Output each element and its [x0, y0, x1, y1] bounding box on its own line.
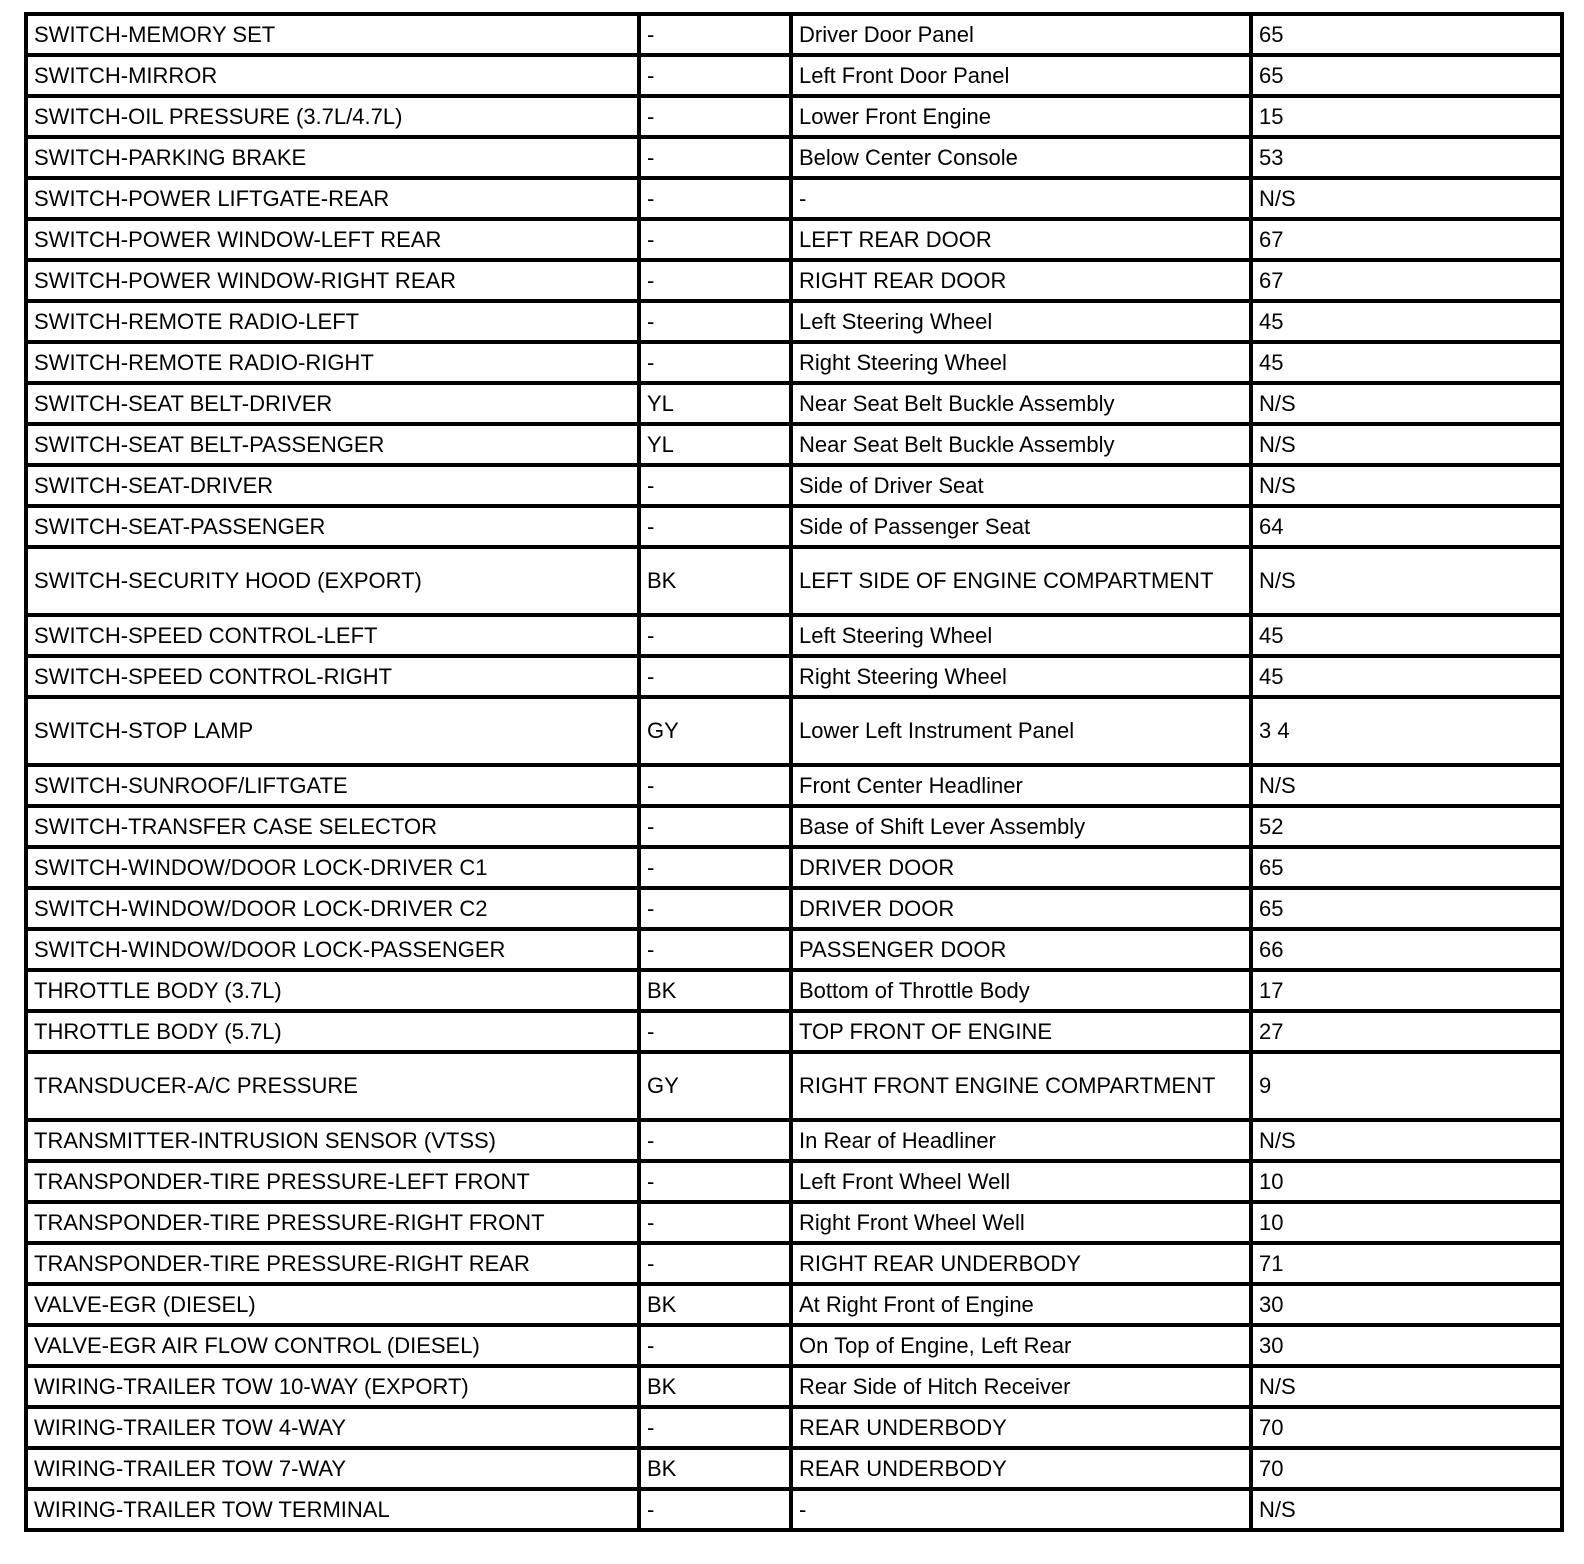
table-row: [26, 615, 1562, 656]
location-cell: On Top of Engine, Left Rear: [791, 1325, 1251, 1366]
location-cell: Below Center Console: [791, 137, 1251, 178]
color-cell: -: [639, 765, 791, 806]
color-cell: -: [639, 847, 791, 888]
color-cell: -: [639, 260, 791, 301]
table-row: [26, 1120, 1562, 1161]
color-cell: -: [639, 96, 791, 137]
component-cell: SWITCH-SUNROOF/LIFTGATE: [26, 765, 639, 806]
location-cell: Left Steering Wheel: [791, 301, 1251, 342]
table-row: [26, 14, 1562, 55]
location-cell: REAR UNDERBODY: [791, 1448, 1251, 1489]
color-cell: -: [639, 1120, 791, 1161]
fig-cell: 65: [1251, 55, 1562, 96]
table-row: [26, 1284, 1562, 1325]
fig-cell: 67: [1251, 219, 1562, 260]
component-cell: VALVE-EGR AIR FLOW CONTROL (DIESEL): [26, 1325, 639, 1366]
color-cell: -: [639, 301, 791, 342]
component-cell: WIRING-TRAILER TOW 7-WAY: [26, 1448, 639, 1489]
color-cell: YL: [639, 424, 791, 465]
component-cell: SWITCH-TRANSFER CASE SELECTOR: [26, 806, 639, 847]
color-cell: GY: [639, 1052, 791, 1120]
location-cell: Right Front Wheel Well: [791, 1202, 1251, 1243]
color-cell: -: [639, 137, 791, 178]
fig-cell: 45: [1251, 301, 1562, 342]
color-cell: -: [639, 55, 791, 96]
component-cell: SWITCH-WINDOW/DOOR LOCK-DRIVER C1: [26, 847, 639, 888]
table-row: [26, 1011, 1562, 1052]
color-cell: -: [639, 14, 791, 55]
component-cell: SWITCH-SEAT-PASSENGER: [26, 506, 639, 547]
color-cell: -: [639, 1243, 791, 1284]
component-cell: SWITCH-WINDOW/DOOR LOCK-DRIVER C2: [26, 888, 639, 929]
fig-cell: N/S: [1251, 1489, 1562, 1530]
location-cell: At Right Front of Engine: [791, 1284, 1251, 1325]
location-cell: Side of Passenger Seat: [791, 506, 1251, 547]
table-row: [26, 1407, 1562, 1448]
table-row: [26, 1202, 1562, 1243]
color-cell: -: [639, 1011, 791, 1052]
component-cell: SWITCH-STOP LAMP: [26, 697, 639, 765]
table-row: [26, 383, 1562, 424]
color-cell: BK: [639, 1366, 791, 1407]
fig-cell: 67: [1251, 260, 1562, 301]
component-cell: THROTTLE BODY (5.7L): [26, 1011, 639, 1052]
fig-cell: N/S: [1251, 465, 1562, 506]
location-cell: REAR UNDERBODY: [791, 1407, 1251, 1448]
component-cell: VALVE-EGR (DIESEL): [26, 1284, 639, 1325]
color-cell: -: [639, 1407, 791, 1448]
fig-cell: 17: [1251, 970, 1562, 1011]
location-cell: Lower Left Instrument Panel: [791, 697, 1251, 765]
location-cell: RIGHT REAR UNDERBODY: [791, 1243, 1251, 1284]
component-cell: THROTTLE BODY (3.7L): [26, 970, 639, 1011]
color-cell: -: [639, 465, 791, 506]
fig-cell: 45: [1251, 615, 1562, 656]
table-row: [26, 55, 1562, 96]
fig-cell: 45: [1251, 656, 1562, 697]
table-row: [26, 1052, 1562, 1120]
component-cell: SWITCH-REMOTE RADIO-LEFT: [26, 301, 639, 342]
fig-cell: 10: [1251, 1161, 1562, 1202]
component-cell: SWITCH-SEAT-DRIVER: [26, 465, 639, 506]
table-row: [26, 697, 1562, 765]
component-cell: SWITCH-POWER WINDOW-RIGHT REAR: [26, 260, 639, 301]
component-cell: SWITCH-MIRROR: [26, 55, 639, 96]
component-cell: SWITCH-PARKING BRAKE: [26, 137, 639, 178]
component-cell: SWITCH-REMOTE RADIO-RIGHT: [26, 342, 639, 383]
location-cell: Rear Side of Hitch Receiver: [791, 1366, 1251, 1407]
component-cell: TRANSPONDER-TIRE PRESSURE-RIGHT REAR: [26, 1243, 639, 1284]
fig-cell: 64: [1251, 506, 1562, 547]
fig-cell: 70: [1251, 1448, 1562, 1489]
component-cell: SWITCH-MEMORY SET: [26, 14, 639, 55]
location-cell: Left Front Wheel Well: [791, 1161, 1251, 1202]
location-cell: RIGHT FRONT ENGINE COMPARTMENT: [791, 1052, 1251, 1120]
fig-cell: 65: [1251, 14, 1562, 55]
component-cell: TRANSMITTER-INTRUSION SENSOR (VTSS): [26, 1120, 639, 1161]
fig-cell: N/S: [1251, 383, 1562, 424]
location-cell: PASSENGER DOOR: [791, 929, 1251, 970]
table-row: [26, 806, 1562, 847]
color-cell: BK: [639, 1284, 791, 1325]
location-cell: -: [791, 1489, 1251, 1530]
fig-cell: 65: [1251, 888, 1562, 929]
color-cell: -: [639, 342, 791, 383]
component-cell: SWITCH-POWER LIFTGATE-REAR: [26, 178, 639, 219]
fig-cell: N/S: [1251, 1120, 1562, 1161]
fig-cell: 3 4: [1251, 697, 1562, 765]
table-row: [26, 1161, 1562, 1202]
fig-cell: 70: [1251, 1407, 1562, 1448]
color-cell: BK: [639, 1448, 791, 1489]
color-cell: -: [639, 806, 791, 847]
location-cell: Near Seat Belt Buckle Assembly: [791, 383, 1251, 424]
location-cell: Side of Driver Seat: [791, 465, 1251, 506]
table-row: [26, 465, 1562, 506]
table-row: [26, 1366, 1562, 1407]
table-row: [26, 301, 1562, 342]
fig-cell: 66: [1251, 929, 1562, 970]
table-row: [26, 970, 1562, 1011]
fig-cell: 27: [1251, 1011, 1562, 1052]
fig-cell: 15: [1251, 96, 1562, 137]
location-cell: LEFT SIDE OF ENGINE COMPARTMENT: [791, 547, 1251, 615]
color-cell: -: [639, 888, 791, 929]
table-row: [26, 137, 1562, 178]
fig-cell: 52: [1251, 806, 1562, 847]
color-cell: -: [639, 615, 791, 656]
component-cell: SWITCH-OIL PRESSURE (3.7L/4.7L): [26, 96, 639, 137]
color-cell: YL: [639, 383, 791, 424]
component-cell: WIRING-TRAILER TOW TERMINAL: [26, 1489, 639, 1530]
location-cell: Right Steering Wheel: [791, 656, 1251, 697]
location-cell: DRIVER DOOR: [791, 847, 1251, 888]
location-cell: DRIVER DOOR: [791, 888, 1251, 929]
color-cell: -: [639, 1489, 791, 1530]
table-row: [26, 1448, 1562, 1489]
fig-cell: 9: [1251, 1052, 1562, 1120]
location-cell: Lower Front Engine: [791, 96, 1251, 137]
component-location-table: [24, 12, 1564, 1532]
component-cell: SWITCH-SECURITY HOOD (EXPORT): [26, 547, 639, 615]
location-cell: -: [791, 178, 1251, 219]
color-cell: BK: [639, 547, 791, 615]
table-row: [26, 1325, 1562, 1366]
fig-cell: 10: [1251, 1202, 1562, 1243]
table-row: [26, 888, 1562, 929]
location-cell: RIGHT REAR DOOR: [791, 260, 1251, 301]
table-row: [26, 656, 1562, 697]
fig-cell: N/S: [1251, 765, 1562, 806]
table-row: [26, 424, 1562, 465]
color-cell: -: [639, 1161, 791, 1202]
component-cell: TRANSDUCER-A/C PRESSURE: [26, 1052, 639, 1120]
fig-cell: 65: [1251, 847, 1562, 888]
fig-cell: N/S: [1251, 424, 1562, 465]
table-row: [26, 1243, 1562, 1284]
color-cell: -: [639, 929, 791, 970]
component-cell: SWITCH-SPEED CONTROL-RIGHT: [26, 656, 639, 697]
color-cell: -: [639, 219, 791, 260]
color-cell: -: [639, 506, 791, 547]
component-cell: SWITCH-SEAT BELT-PASSENGER: [26, 424, 639, 465]
fig-cell: 45: [1251, 342, 1562, 383]
location-cell: Base of Shift Lever Assembly: [791, 806, 1251, 847]
table-body: [26, 14, 1562, 1530]
fig-cell: 71: [1251, 1243, 1562, 1284]
color-cell: -: [639, 178, 791, 219]
color-cell: BK: [639, 970, 791, 1011]
component-cell: TRANSPONDER-TIRE PRESSURE-LEFT FRONT: [26, 1161, 639, 1202]
location-cell: Left Steering Wheel: [791, 615, 1251, 656]
location-cell: TOP FRONT OF ENGINE: [791, 1011, 1251, 1052]
location-cell: Right Steering Wheel: [791, 342, 1251, 383]
table-row: [26, 260, 1562, 301]
component-cell: TRANSPONDER-TIRE PRESSURE-RIGHT FRONT: [26, 1202, 639, 1243]
color-cell: -: [639, 1202, 791, 1243]
table-row: [26, 547, 1562, 615]
table-row: [26, 929, 1562, 970]
fig-cell: N/S: [1251, 547, 1562, 615]
component-cell: WIRING-TRAILER TOW 4-WAY: [26, 1407, 639, 1448]
location-cell: Front Center Headliner: [791, 765, 1251, 806]
fig-cell: 30: [1251, 1284, 1562, 1325]
fig-cell: 53: [1251, 137, 1562, 178]
color-cell: -: [639, 1325, 791, 1366]
fig-cell: N/S: [1251, 1366, 1562, 1407]
color-cell: -: [639, 656, 791, 697]
table-row: [26, 342, 1562, 383]
component-cell: SWITCH-POWER WINDOW-LEFT REAR: [26, 219, 639, 260]
fig-cell: 30: [1251, 1325, 1562, 1366]
table-row: [26, 506, 1562, 547]
table-row: [26, 765, 1562, 806]
color-cell: GY: [639, 697, 791, 765]
table-row: [26, 219, 1562, 260]
location-cell: LEFT REAR DOOR: [791, 219, 1251, 260]
component-cell: SWITCH-SPEED CONTROL-LEFT: [26, 615, 639, 656]
location-cell: In Rear of Headliner: [791, 1120, 1251, 1161]
location-cell: Bottom of Throttle Body: [791, 970, 1251, 1011]
location-cell: Left Front Door Panel: [791, 55, 1251, 96]
component-cell: WIRING-TRAILER TOW 10-WAY (EXPORT): [26, 1366, 639, 1407]
location-cell: Near Seat Belt Buckle Assembly: [791, 424, 1251, 465]
table-row: [26, 847, 1562, 888]
fig-cell: N/S: [1251, 178, 1562, 219]
component-cell: SWITCH-SEAT BELT-DRIVER: [26, 383, 639, 424]
table-row: [26, 96, 1562, 137]
location-cell: Driver Door Panel: [791, 14, 1251, 55]
table-row: [26, 1489, 1562, 1530]
component-cell: SWITCH-WINDOW/DOOR LOCK-PASSENGER: [26, 929, 639, 970]
table-row: [26, 178, 1562, 219]
